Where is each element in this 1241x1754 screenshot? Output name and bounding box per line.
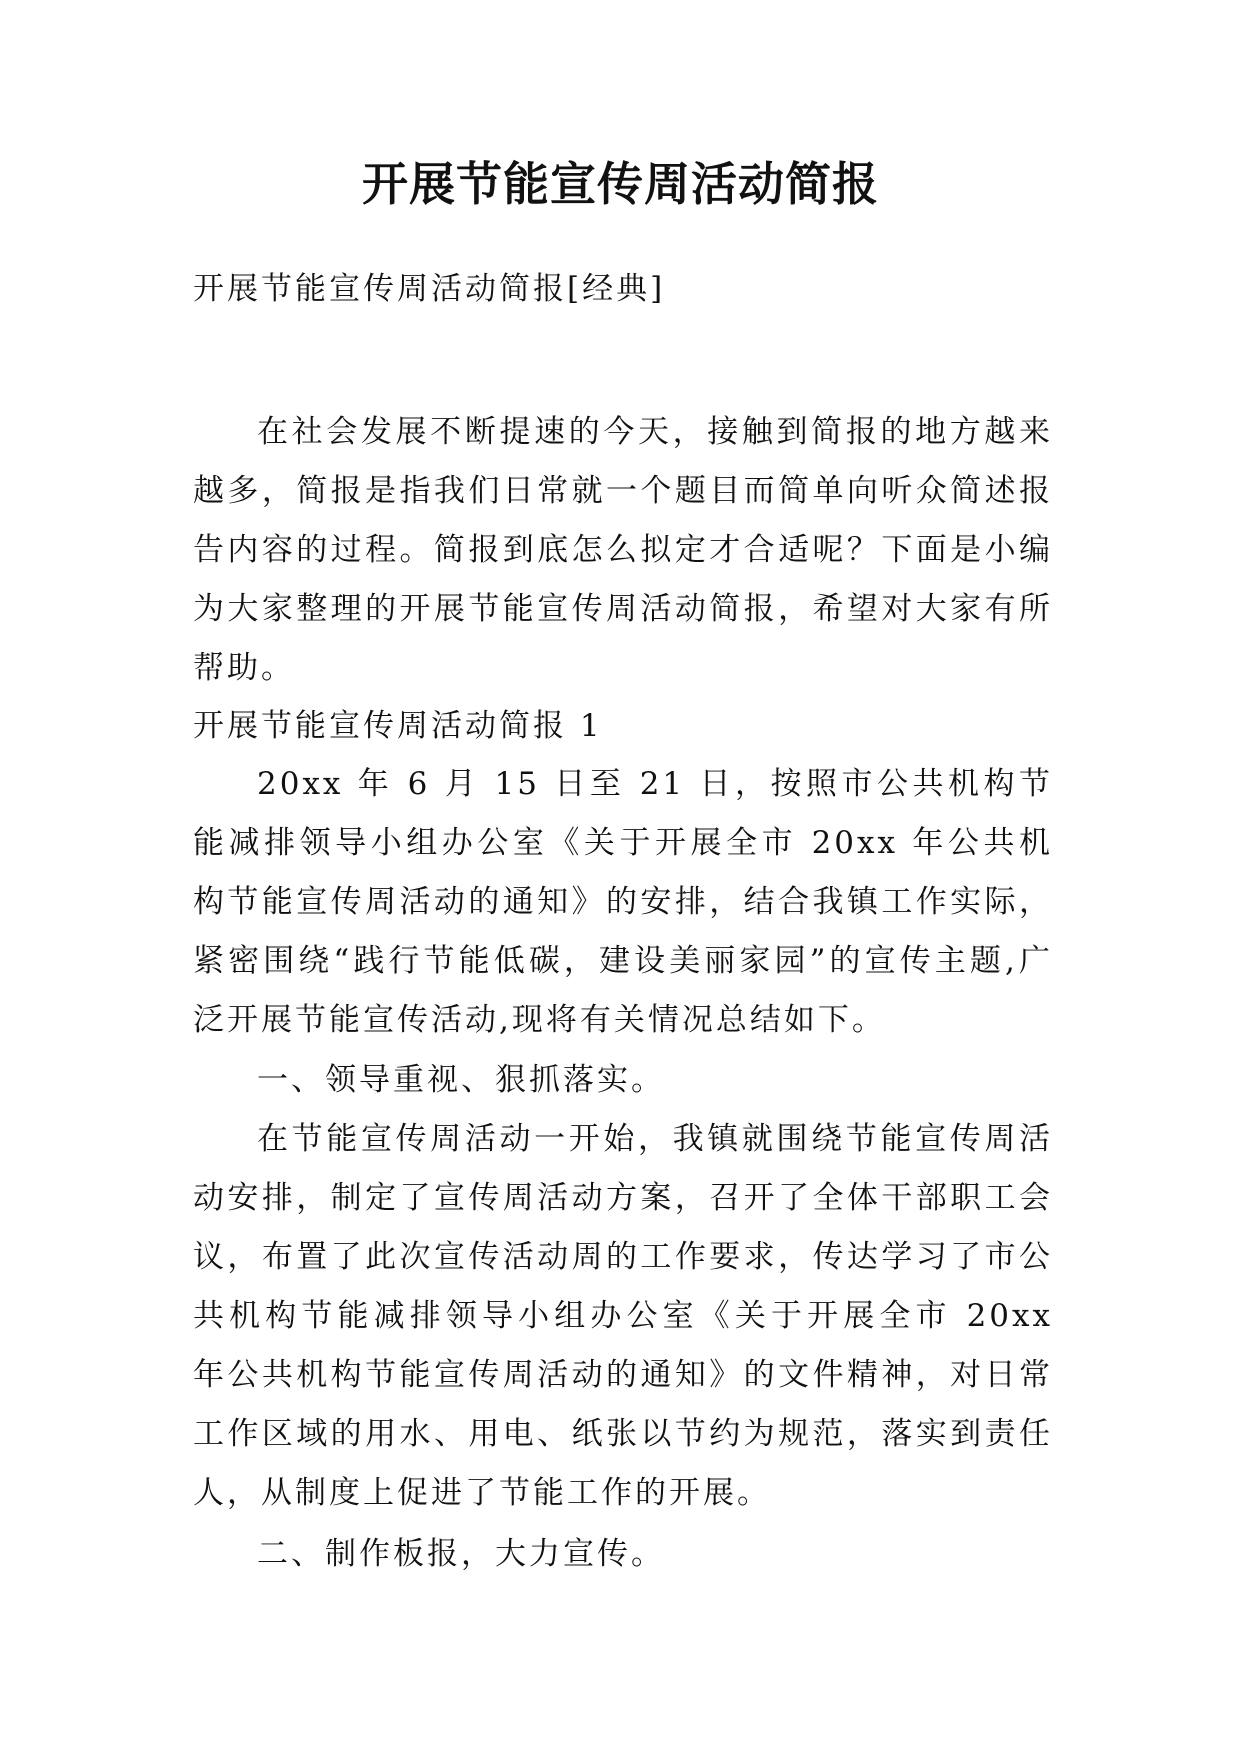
body-paragraph: 20xx 年 6 月 15 日至 21 日，按照市公共机构节能减排领导小组办公室《关于开展全市 20xx 年公共机构节能宣传周活动的通知》的安排，结合我镇工作实际，紧密围绕“践行节能低碳，建设美丽家园”的宣传主题,广泛开展节能宣传活动,现将有关情况总结如下。 <box>193 766 1053 1038</box>
document-title: 开展节能宣传周活动简报 <box>362 157 879 211</box>
subsection-heading-blackboard: 二、制作板报，大力宣传。 <box>257 1536 665 1572</box>
subsection-heading-leadership: 一、领导重视、狠抓落实。 <box>257 1062 665 1098</box>
body-paragraph: 在节能宣传周活动一开始，我镇就围绕节能宣传周活动安排，制定了宣传周活动方案，召开了全体干部职工会议，布置了此次宣传活动周的工作要求，传达学习了市公共机构节能减排领导小组办公室《关于开展全市 20xx 年公共机构节能宣传周活动的通知》的文件精神，对日常工作区域的用水、用电、纸张以节约为规范，落实到责任人，从制度上促进了节能工作的开展。 <box>193 1121 1053 1511</box>
intro-paragraph: 在社会发展不断提速的今天，接触到简报的地方越来越多，简报是指我们日常就一个题目而简单向听众简述报告内容的过程。简报到底怎么拟定才合适呢？下面是小编为大家整理的开展节能宣传周活动简报，希望对大家有所帮助。 <box>193 414 1053 686</box>
document-subtitle: 开展节能宣传周活动简报[经典] <box>193 271 666 307</box>
section-heading: 开展节能宣传周活动简报 1 <box>193 708 603 744</box>
